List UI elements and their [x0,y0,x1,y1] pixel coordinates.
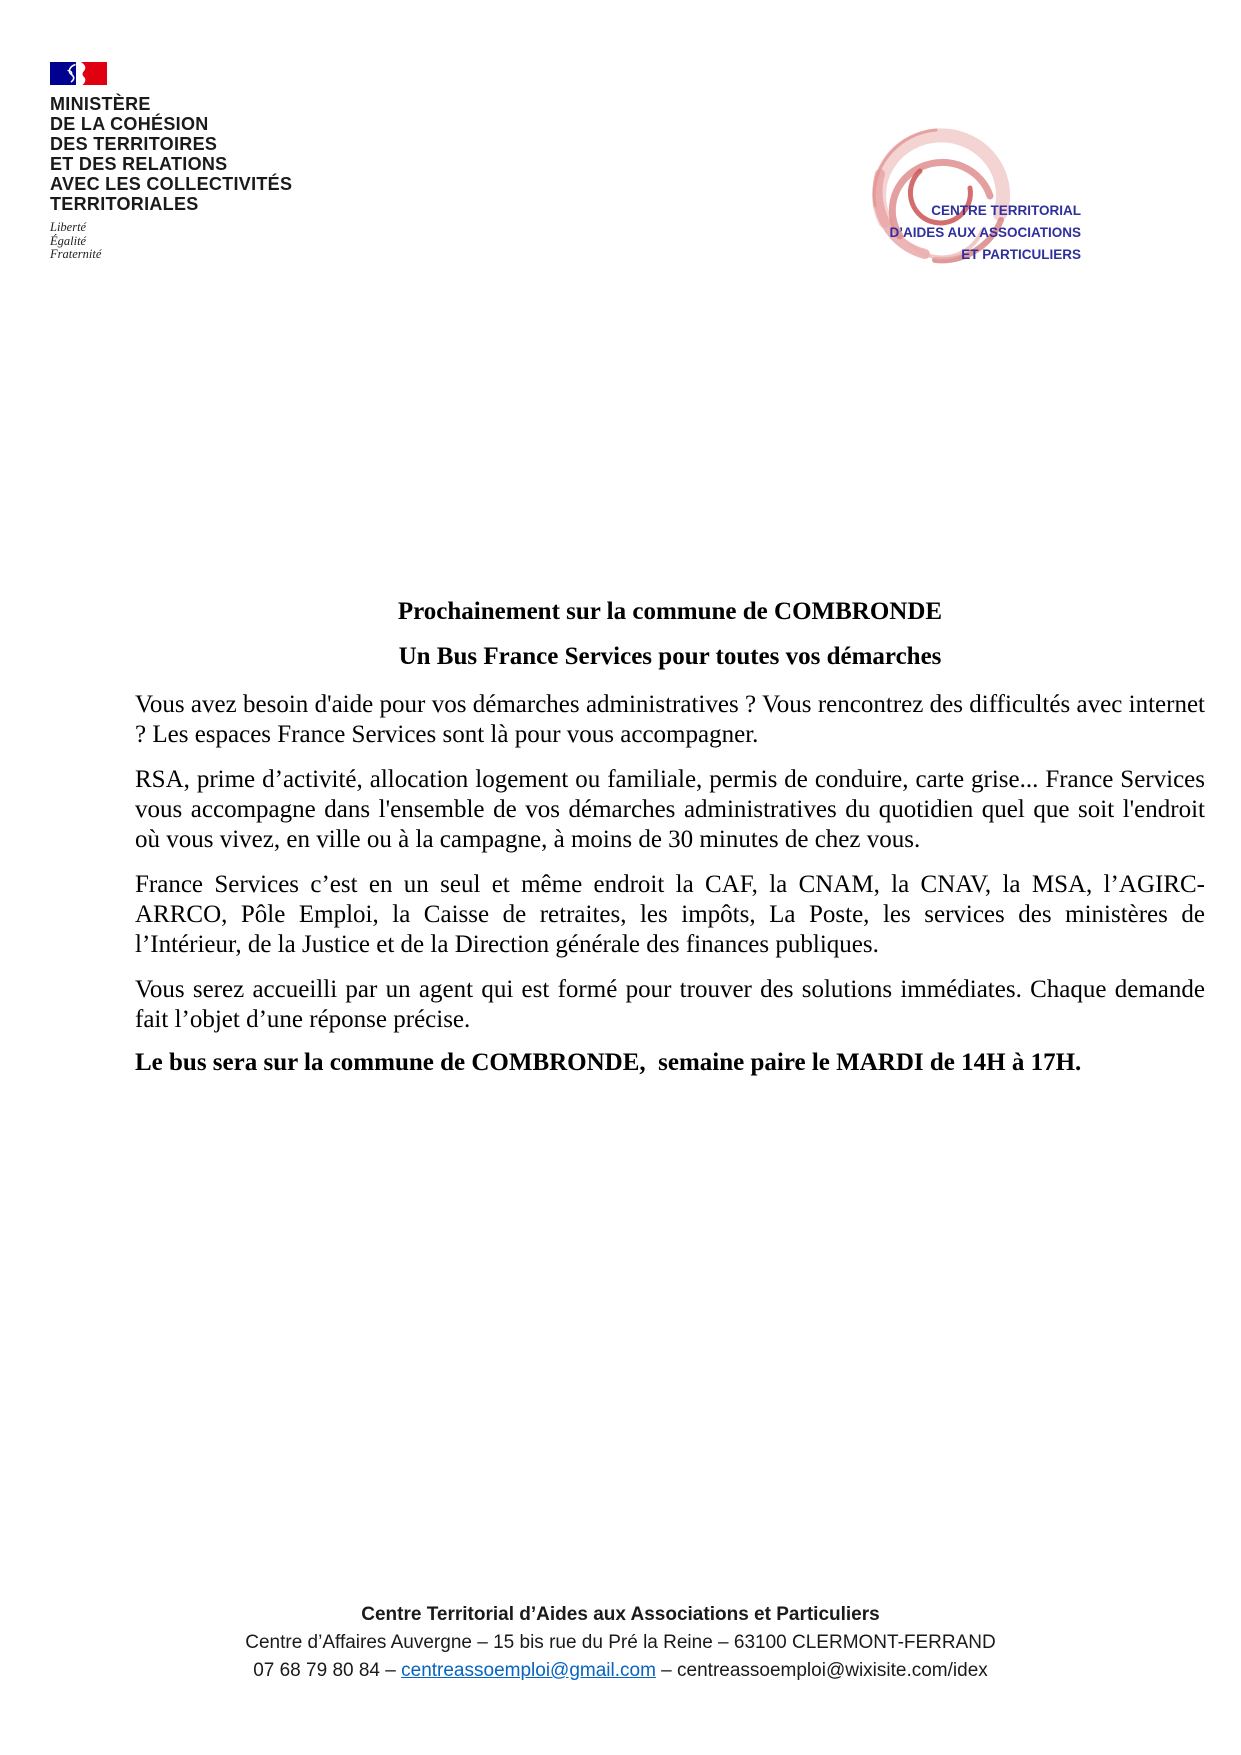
body-paragraph-1: Vous avez besoin d'aide pour vos démarches administratives ? Vous rencontrez des difficultés avec internet ? Les espaces France Services sont là pour vous accompagner. [135,691,1205,748]
body-paragraph-3: France Services c’est en un seul et même endroit la CAF, la CNAM, la CNAV, la MSA, l’AGIRC-ARRCO, Pôle Emploi, la Caisse de retraites, les impôts, La Poste, les services des ministères de l’Intérieur, de la Justice et de la Direction générale des finances publiques. [135,871,1205,958]
ministry-logo-block [50,62,292,262]
ministry-title-line: TERRITORIALES [50,194,199,214]
motto-line: Fraternité [50,247,102,261]
document-footer [0,1601,1241,1685]
motto-line: Liberté [50,220,87,234]
ministry-title [50,94,292,214]
ministry-title-line: DE LA COHÉSION [50,114,209,134]
ministry-title-line: AVEC LES COLLECTIVITÉS [50,174,293,194]
footer-address: Centre d’Affaires Auvergne – 15 bis rue du Pré la Reine – 63100 CLERMONT-FERRAND [245,1632,996,1653]
ctaap-logo-line: CENTRE TERRITORIAL [931,203,1081,218]
ctaap-logo [840,126,1085,268]
footer-phone: 07 68 79 80 84 – [253,1660,402,1681]
ministry-title-line: MINISTÈRE [50,94,151,114]
french-flag-marianne-icon [50,62,107,85]
footer-website: – centreassoemploi@wixisite.com/idex [655,1660,988,1681]
motto-line: Égalité [50,233,87,248]
doc-title: Prochainement sur la commune de COMBRONDE [397,598,943,625]
republic-motto [50,221,292,262]
schedule-highlight-line: Le bus sera sur la commune de COMBRONDE, semaine paire le MARDI de 14H à 17H. [135,1049,1082,1076]
ctaap-logo-text [889,200,1081,266]
doc-subtitle: Un Bus France Services pour toutes vos démarches [398,643,942,670]
ctaap-logo-line: D’AIDES AUX ASSOCIATIONS [889,225,1081,240]
body-paragraph-4: Vous serez accueilli par un agent qui est formé pour trouver des solutions immédiates. Chaque demande fait l’objet d’une réponse précise. [135,976,1205,1033]
email-link[interactable]: centreassoemploi@gmail.com [401,1660,656,1681]
ministry-title-line: ET DES RELATIONS [50,154,228,174]
footer-contact-line [0,1657,1241,1685]
document-body [135,597,1205,1078]
body-paragraph-2: RSA, prime d’activité, allocation logement ou familiale, permis de conduire, carte grise... France Services vous accompagne dans l'ensemble de vos démarches administratives du quotidien quel que soit l'endroit où vous vivez, en ville ou à la campagne, à moins de 30 minutes de chez vous. [135,766,1205,853]
ctaap-logo-line: ET PARTICULIERS [961,247,1081,262]
footer-org-name: Centre Territorial d’Aides aux Associations et Particuliers [361,1604,880,1625]
ministry-title-line: DES TERRITOIRES [50,134,218,154]
